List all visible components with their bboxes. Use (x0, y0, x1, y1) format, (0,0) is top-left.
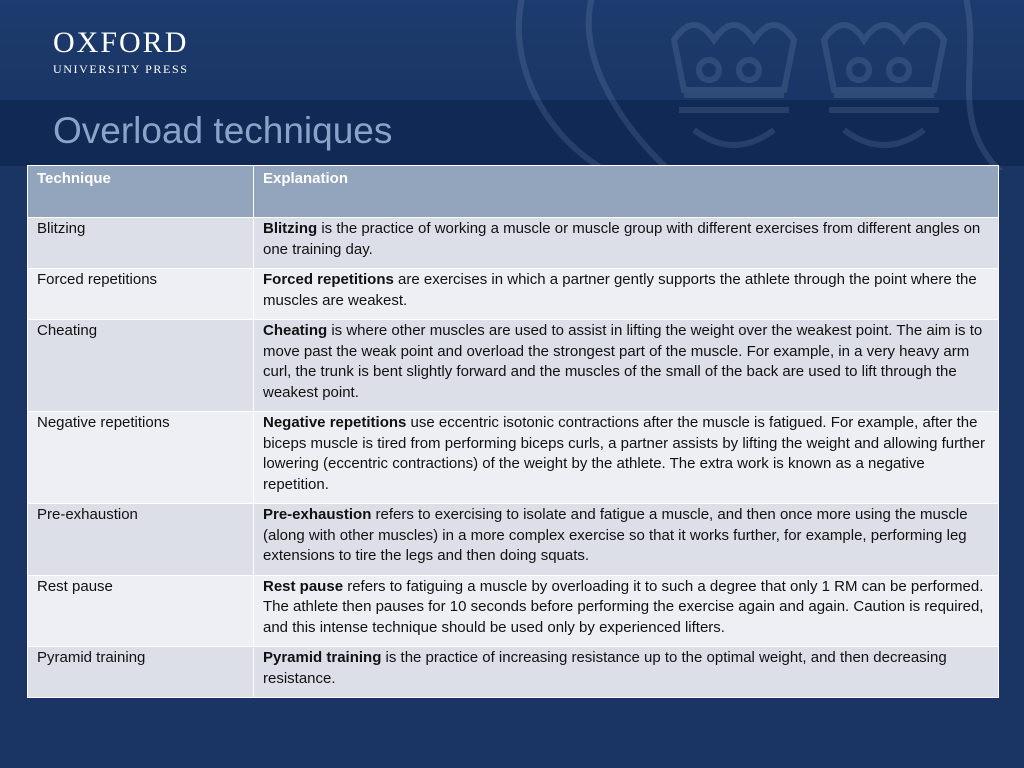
technique-term: Pyramid training (263, 649, 382, 666)
explanation-text: use eccentric isotonic contractions after the muscle is fatigued. For example, after the biceps muscle is tired from performing biceps curls, a partner assists by lifting the weight and allowing further lowering (eccentric contractions) of the weight by the athlete. The extra work is known as a negative repetition. (263, 414, 985, 493)
table-row (28, 320, 999, 412)
explanation-cell (254, 575, 999, 647)
overload-table (27, 165, 998, 698)
explanation-text: is where other muscles are used to assist in lifting the weight over the weakest point. The aim is to move past the weak point and overload the strongest part of the muscle. For example, in a very heavy arm curl, the trunk is bent slightly forward and the muscles of the small of the back are used to lift through the weakest point. (263, 322, 983, 401)
table-row (28, 647, 999, 698)
table-row (28, 218, 999, 269)
oxford-logo (53, 28, 189, 77)
explanation-text: refers to fatiguing a muscle by overloading it to such a degree that only 1 RM can be performed. The athlete then pauses for 10 seconds before performing the exercise again and again. Caution is required, and this intense technique should be used only by experienced lifters. (263, 577, 984, 636)
explanation-cell (254, 218, 999, 269)
technique-term: Rest pause (263, 577, 344, 595)
table-row (28, 269, 999, 320)
logo-subtitle: UNIVERSITY PRESS (53, 62, 189, 76)
explanation-cell (254, 412, 999, 504)
crest-watermark-icon (464, 0, 1024, 170)
technique-cell: Forced repetitions (28, 269, 254, 320)
technique-term: Forced repetitions (263, 271, 394, 288)
header-explanation: Explanation (254, 166, 999, 218)
table-row (28, 575, 999, 647)
technique-term: Pre-exhaustion (263, 506, 372, 523)
explanation-cell (254, 320, 999, 412)
explanation-text: is the practice of increasing resistance up to the optimal weight, and then decreasing resistance. (263, 649, 947, 687)
technique-cell: Rest pause (28, 575, 254, 647)
explanation-text: is the practice of working a muscle or muscle group with different exercises from different angles on one training day. (263, 220, 981, 258)
logo-name: OXFORD (53, 26, 189, 59)
technique-cell: Cheating (28, 320, 254, 412)
explanation-cell (254, 269, 999, 320)
technique-cell: Pyramid training (28, 647, 254, 698)
technique-cell: Negative repetitions (28, 412, 254, 504)
technique-term: Blitzing (263, 220, 318, 237)
table-row (28, 504, 999, 576)
explanation-text: refers to exercising to isolate and fatigue a muscle, and then once more using the muscle (along with other muscles) in a more complex exercise so that it works further, for example, performing leg extensions to tire the legs and then doing squats. (263, 506, 968, 564)
technique-term: Negative repetitions (263, 414, 407, 431)
slide-title: Overload techniques (53, 110, 393, 151)
explanation-text: are exercises in which a partner gently supports the athlete through the point where the muscles are weakest. (263, 271, 977, 309)
technique-term: Cheating (263, 322, 328, 339)
technique-cell: Blitzing (28, 218, 254, 269)
table-row (28, 412, 999, 504)
technique-cell: Pre-exhaustion (28, 504, 254, 576)
table-header-row (28, 166, 999, 218)
header-technique: Technique (28, 166, 254, 218)
explanation-cell (254, 647, 999, 698)
explanation-cell (254, 504, 999, 576)
